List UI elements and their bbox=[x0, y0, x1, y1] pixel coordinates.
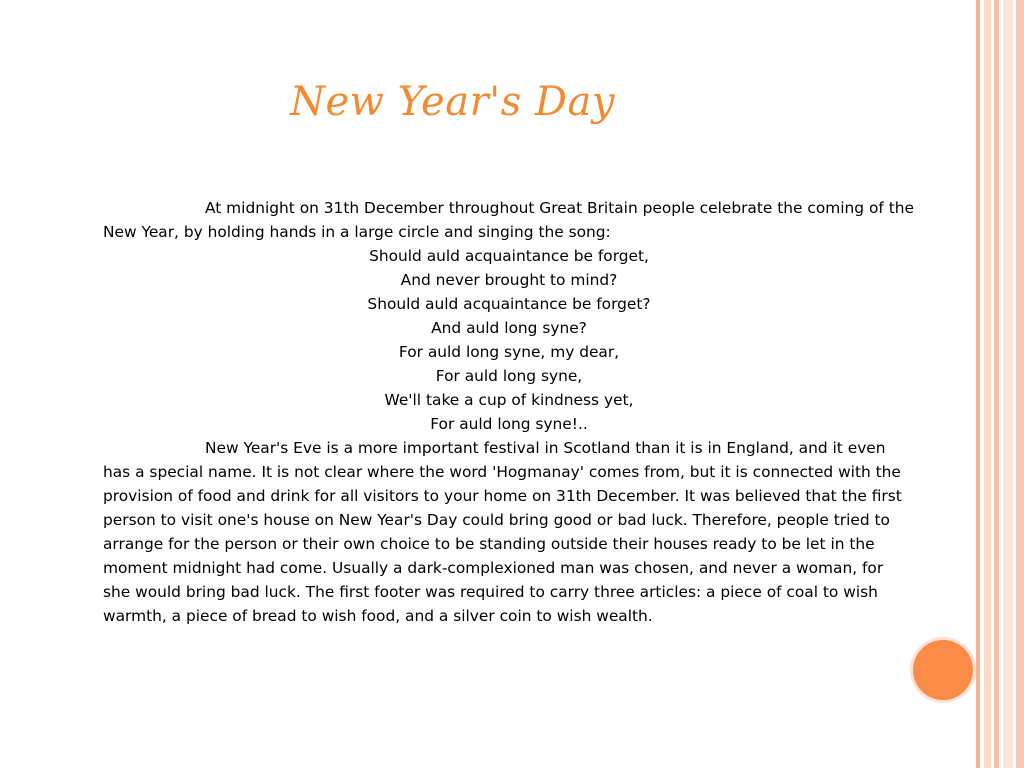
verse-line: We'll take a cup of kindness yet, bbox=[384, 391, 634, 409]
hogmanay-paragraph: New Year's Eve is a more important festival in Scotland than it is in England, and it even has a special name. It is not clear where the word 'Hogmanay' comes from, but it is connected with the provision of food and drink for all visitors to your home on 31th December. It was believed that the first person to visit one's house on New Year's Day could bring good or bad luck. Therefore, people tried to arrange for the person or their own choice to be standing outside their houses ready to be let in the moment midnight had come. Usually a dark-complexioned man was chosen, and never a woman, for she would bring bad luck. The first footer was required to carry three articles: a piece of coal to wish warmth, a piece of bread to wish food, and a silver coin to wish wealth. bbox=[103, 439, 902, 625]
decorative-stripe bbox=[1003, 0, 1013, 768]
decorative-stripe bbox=[984, 0, 991, 768]
verse-line: Should auld acquaintance be forget? bbox=[367, 295, 651, 313]
intro-paragraph: At midnight on 31th December throughout Great Britain people celebrate the coming of the New Year, by holding hands in a large circle and singing the song: bbox=[103, 199, 914, 241]
decorative-stripe bbox=[994, 0, 999, 768]
verse-line: And auld long syne? bbox=[431, 319, 587, 337]
verse-line: For auld long syne, my dear, bbox=[398, 343, 620, 361]
verse-line: And never brought to mind? bbox=[400, 271, 618, 289]
verse-line: Should auld acquaintance be forget, bbox=[369, 247, 649, 265]
decorative-stripe bbox=[1016, 0, 1024, 768]
verse-line: For auld long syne!.. bbox=[430, 415, 588, 433]
orange-circle-icon bbox=[913, 640, 973, 700]
slide-title: New Year's Day bbox=[290, 79, 615, 125]
song-verse bbox=[103, 244, 915, 436]
decorative-stripe bbox=[976, 0, 980, 768]
slide-body bbox=[103, 196, 915, 628]
verse-line: For auld long syne, bbox=[435, 367, 583, 385]
